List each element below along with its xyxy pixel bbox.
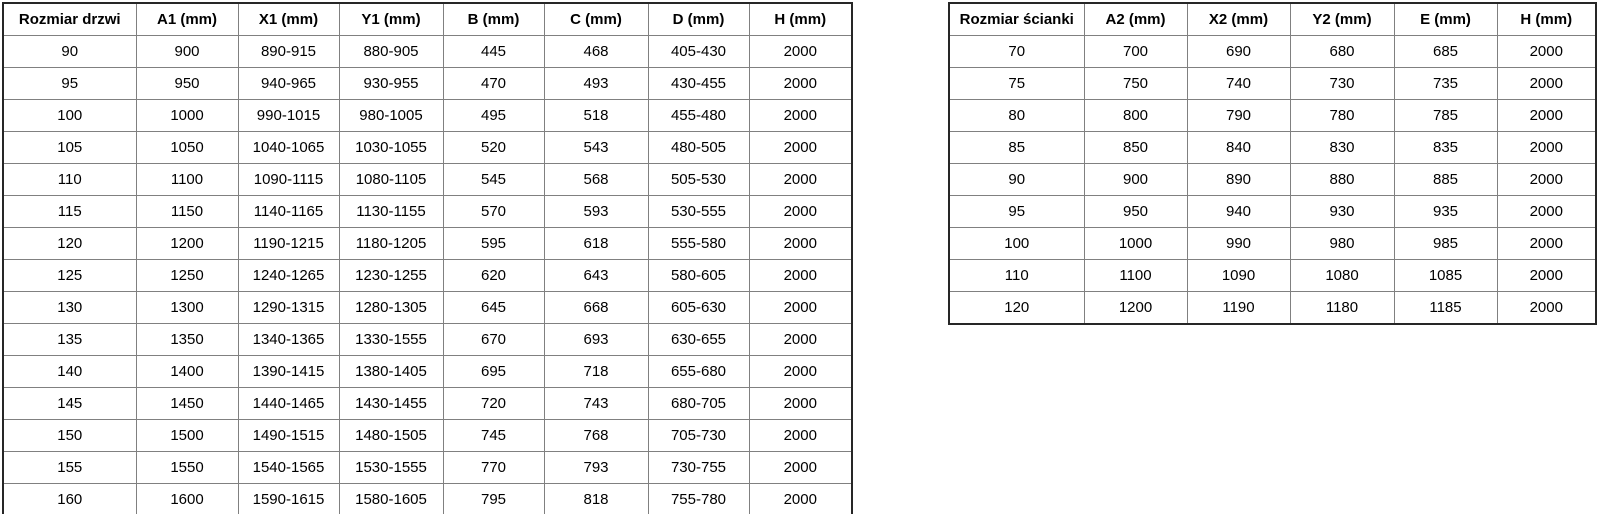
- table-cell: 990-1015: [238, 100, 339, 132]
- table-cell: 695: [443, 356, 544, 388]
- table-cell: 2000: [1497, 132, 1596, 164]
- column-header: H (mm): [1497, 3, 1596, 36]
- table-cell: 90: [949, 164, 1084, 196]
- table-cell: 768: [544, 420, 648, 452]
- table-cell: 110: [3, 164, 136, 196]
- table-cell: 655-680: [648, 356, 749, 388]
- table-cell: 720: [443, 388, 544, 420]
- table-cell: 735: [1394, 68, 1497, 100]
- table-row: [3, 132, 852, 164]
- column-header: C (mm): [544, 3, 648, 36]
- table-cell: 630-655: [648, 324, 749, 356]
- column-header: X1 (mm): [238, 3, 339, 36]
- table-cell: 1600: [136, 484, 238, 514]
- table-cell: 700: [1084, 36, 1187, 68]
- table-cell: 668: [544, 292, 648, 324]
- table-cell: 160: [3, 484, 136, 514]
- table-cell: 2000: [749, 228, 852, 260]
- table-cell: 730: [1290, 68, 1394, 100]
- table-cell: 793: [544, 452, 648, 484]
- table-cell: 480-505: [648, 132, 749, 164]
- table-cell: 130: [3, 292, 136, 324]
- column-header: E (mm): [1394, 3, 1497, 36]
- table-cell: 770: [443, 452, 544, 484]
- table-cell: 100: [3, 100, 136, 132]
- table-cell: 690: [1187, 36, 1290, 68]
- table-row: [949, 36, 1596, 68]
- table-cell: 2000: [1497, 68, 1596, 100]
- table-cell: 543: [544, 132, 648, 164]
- table-cell: 935: [1394, 196, 1497, 228]
- table-cell: 1500: [136, 420, 238, 452]
- table-cell: 950: [1084, 196, 1187, 228]
- table-cell: 555-580: [648, 228, 749, 260]
- column-header: X2 (mm): [1187, 3, 1290, 36]
- table-cell: 1590-1615: [238, 484, 339, 514]
- table-cell: 930: [1290, 196, 1394, 228]
- table-cell: 105: [3, 132, 136, 164]
- table-row: [3, 100, 852, 132]
- table-cell: 618: [544, 228, 648, 260]
- column-header: D (mm): [648, 3, 749, 36]
- table-row: [949, 228, 1596, 260]
- table-cell: 2000: [1497, 36, 1596, 68]
- table-row: [949, 100, 1596, 132]
- table-row: [3, 484, 852, 514]
- table-cell: 1530-1555: [339, 452, 443, 484]
- table-row: [949, 68, 1596, 100]
- table-cell: 1300: [136, 292, 238, 324]
- table-cell: 795: [443, 484, 544, 514]
- table-cell: 2000: [749, 68, 852, 100]
- table-cell: 1100: [1084, 260, 1187, 292]
- table-cell: 155: [3, 452, 136, 484]
- table-cell: 880-905: [339, 36, 443, 68]
- table-cell: 120: [3, 228, 136, 260]
- table-cell: 100: [949, 228, 1084, 260]
- table-cell: 2000: [749, 324, 852, 356]
- table-row: [3, 452, 852, 484]
- table-cell: 95: [3, 68, 136, 100]
- table-cell: 2000: [749, 100, 852, 132]
- table-cell: 900: [1084, 164, 1187, 196]
- table-cell: 1040-1065: [238, 132, 339, 164]
- table-cell: 1090: [1187, 260, 1290, 292]
- table-cell: 1540-1565: [238, 452, 339, 484]
- table-cell: 830: [1290, 132, 1394, 164]
- table-cell: 90: [3, 36, 136, 68]
- table-cell: 890: [1187, 164, 1290, 196]
- table-cell: 595: [443, 228, 544, 260]
- table-cell: 125: [3, 260, 136, 292]
- table-cell: 2000: [749, 132, 852, 164]
- table-cell: 2000: [1497, 228, 1596, 260]
- header-row: [949, 3, 1596, 36]
- table-cell: 1130-1155: [339, 196, 443, 228]
- table-cell: 1090-1115: [238, 164, 339, 196]
- table-row: [949, 132, 1596, 164]
- table-cell: 505-530: [648, 164, 749, 196]
- table-cell: 1280-1305: [339, 292, 443, 324]
- table-row: [949, 260, 1596, 292]
- table-cell: 730-755: [648, 452, 749, 484]
- table-cell: 680: [1290, 36, 1394, 68]
- table-cell: 685: [1394, 36, 1497, 68]
- table-cell: 150: [3, 420, 136, 452]
- table-cell: 890-915: [238, 36, 339, 68]
- table-cell: 580-605: [648, 260, 749, 292]
- table-cell: 1180-1205: [339, 228, 443, 260]
- table-cell: 70: [949, 36, 1084, 68]
- table-cell: 930-955: [339, 68, 443, 100]
- table-cell: 1440-1465: [238, 388, 339, 420]
- table-cell: 445: [443, 36, 544, 68]
- table-cell: 1250: [136, 260, 238, 292]
- table-cell: 110: [949, 260, 1084, 292]
- table-cell: 518: [544, 100, 648, 132]
- table-cell: 643: [544, 260, 648, 292]
- table-cell: 980: [1290, 228, 1394, 260]
- table-cell: 670: [443, 324, 544, 356]
- table-cell: 885: [1394, 164, 1497, 196]
- table-cell: 1240-1265: [238, 260, 339, 292]
- table-cell: 1490-1515: [238, 420, 339, 452]
- table-cell: 645: [443, 292, 544, 324]
- table-row: [3, 260, 852, 292]
- table-cell: 495: [443, 100, 544, 132]
- table-cell: 1330-1555: [339, 324, 443, 356]
- table-cell: 743: [544, 388, 648, 420]
- table-cell: 750: [1084, 68, 1187, 100]
- table-cell: 2000: [749, 420, 852, 452]
- table-cell: 1340-1365: [238, 324, 339, 356]
- door-size-table: [2, 2, 853, 514]
- table-cell: 1380-1405: [339, 356, 443, 388]
- table-cell: 1450: [136, 388, 238, 420]
- column-header: A1 (mm): [136, 3, 238, 36]
- table-cell: 95: [949, 196, 1084, 228]
- table-cell: 1290-1315: [238, 292, 339, 324]
- table-cell: 755-780: [648, 484, 749, 514]
- table-cell: 990: [1187, 228, 1290, 260]
- table-cell: 570: [443, 196, 544, 228]
- table-cell: 818: [544, 484, 648, 514]
- table-cell: 520: [443, 132, 544, 164]
- table-row: [3, 228, 852, 260]
- table-cell: 985: [1394, 228, 1497, 260]
- table-cell: 493: [544, 68, 648, 100]
- table-cell: 1230-1255: [339, 260, 443, 292]
- column-header: H (mm): [749, 3, 852, 36]
- table-cell: 1080-1105: [339, 164, 443, 196]
- table-cell: 1185: [1394, 292, 1497, 325]
- table-cell: 940: [1187, 196, 1290, 228]
- table-cell: 1190-1215: [238, 228, 339, 260]
- table-row: [3, 388, 852, 420]
- table-cell: 2000: [749, 292, 852, 324]
- table-cell: 430-455: [648, 68, 749, 100]
- table-row: [3, 420, 852, 452]
- table-cell: 1150: [136, 196, 238, 228]
- table-cell: 693: [544, 324, 648, 356]
- table-cell: 135: [3, 324, 136, 356]
- table-cell: 785: [1394, 100, 1497, 132]
- table-cell: 718: [544, 356, 648, 388]
- table-cell: 593: [544, 196, 648, 228]
- table-row: [3, 164, 852, 196]
- table-cell: 2000: [1497, 196, 1596, 228]
- table-cell: 1080: [1290, 260, 1394, 292]
- column-header: Y2 (mm): [1290, 3, 1394, 36]
- table-cell: 2000: [1497, 164, 1596, 196]
- table-cell: 2000: [1497, 260, 1596, 292]
- table-cell: 1430-1455: [339, 388, 443, 420]
- table-row: [3, 68, 852, 100]
- table-row: [949, 196, 1596, 228]
- table-cell: 470: [443, 68, 544, 100]
- table-row: [3, 324, 852, 356]
- column-header: Rozmiar ścianki: [949, 3, 1084, 36]
- header-row: [3, 3, 852, 36]
- table-cell: 2000: [749, 484, 852, 514]
- table-cell: 1190: [1187, 292, 1290, 325]
- table-cell: 850: [1084, 132, 1187, 164]
- column-header: A2 (mm): [1084, 3, 1187, 36]
- table-cell: 2000: [1497, 100, 1596, 132]
- table-cell: 740: [1187, 68, 1290, 100]
- table-cell: 2000: [749, 36, 852, 68]
- wall-size-table: [948, 2, 1597, 325]
- table-cell: 1350: [136, 324, 238, 356]
- table-cell: 1030-1055: [339, 132, 443, 164]
- table-cell: 705-730: [648, 420, 749, 452]
- column-header: Y1 (mm): [339, 3, 443, 36]
- table-cell: 790: [1187, 100, 1290, 132]
- table-cell: 530-555: [648, 196, 749, 228]
- table-cell: 980-1005: [339, 100, 443, 132]
- column-header: Rozmiar drzwi: [3, 3, 136, 36]
- table-cell: 1180: [1290, 292, 1394, 325]
- table-cell: 1000: [1084, 228, 1187, 260]
- table-cell: 2000: [1497, 292, 1596, 325]
- table-cell: 1050: [136, 132, 238, 164]
- table-cell: 2000: [749, 356, 852, 388]
- table-cell: 2000: [749, 452, 852, 484]
- table-cell: 115: [3, 196, 136, 228]
- table-cell: 680-705: [648, 388, 749, 420]
- table-cell: 1200: [1084, 292, 1187, 325]
- table-row: [949, 164, 1596, 196]
- table-row: [3, 196, 852, 228]
- table-cell: 455-480: [648, 100, 749, 132]
- table-cell: 1000: [136, 100, 238, 132]
- table-cell: 120: [949, 292, 1084, 325]
- table-cell: 545: [443, 164, 544, 196]
- table-row: [3, 36, 852, 68]
- table-cell: 800: [1084, 100, 1187, 132]
- table-cell: 2000: [749, 260, 852, 292]
- table-row: [3, 356, 852, 388]
- table-cell: 2000: [749, 196, 852, 228]
- table-cell: 1200: [136, 228, 238, 260]
- table-cell: 940-965: [238, 68, 339, 100]
- table-row: [949, 292, 1596, 325]
- table-cell: 468: [544, 36, 648, 68]
- table-cell: 950: [136, 68, 238, 100]
- table-cell: 605-630: [648, 292, 749, 324]
- table-cell: 1140-1165: [238, 196, 339, 228]
- table-cell: 1400: [136, 356, 238, 388]
- table-cell: 1085: [1394, 260, 1497, 292]
- table-cell: 75: [949, 68, 1084, 100]
- table-cell: 140: [3, 356, 136, 388]
- table-cell: 1580-1605: [339, 484, 443, 514]
- table-cell: 840: [1187, 132, 1290, 164]
- table-cell: 405-430: [648, 36, 749, 68]
- table-cell: 900: [136, 36, 238, 68]
- table-cell: 620: [443, 260, 544, 292]
- table-cell: 835: [1394, 132, 1497, 164]
- table-cell: 2000: [749, 164, 852, 196]
- table-cell: 568: [544, 164, 648, 196]
- table-cell: 745: [443, 420, 544, 452]
- table-cell: 880: [1290, 164, 1394, 196]
- table-cell: 80: [949, 100, 1084, 132]
- table-cell: 85: [949, 132, 1084, 164]
- table-cell: 1390-1415: [238, 356, 339, 388]
- table-cell: 145: [3, 388, 136, 420]
- table-cell: 1480-1505: [339, 420, 443, 452]
- table-cell: 2000: [749, 388, 852, 420]
- table-row: [3, 292, 852, 324]
- table-cell: 1100: [136, 164, 238, 196]
- table-cell: 780: [1290, 100, 1394, 132]
- table-cell: 1550: [136, 452, 238, 484]
- column-header: B (mm): [443, 3, 544, 36]
